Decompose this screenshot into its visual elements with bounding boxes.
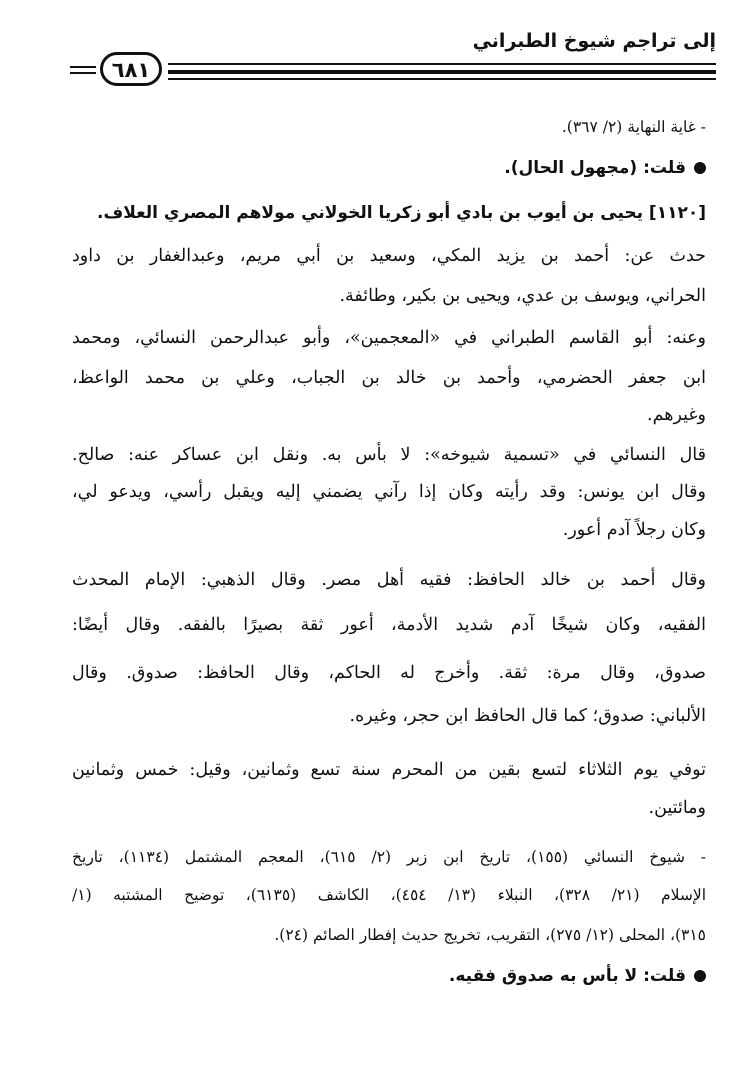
page-number-frame	[100, 52, 162, 86]
header-ornament	[70, 66, 96, 68]
header-ornament	[70, 72, 96, 74]
paragraph-line: الفقيه، وكان شيخًا آدم شديد الأدمة، أعور ثقة بصيرًا بالفقه. وقال أيضًا:	[72, 615, 706, 635]
paragraph-line: وقال ابن يونس: وقد رأيته وكان إذا رآني يضمني إليه ويقبل رأسي، ويدعو لي،	[72, 482, 706, 502]
paragraph-line: ابن جعفر الحضرمي، وأحمد بن خالد بن الجباب، وعلي بن محمد الواعظ،	[72, 368, 706, 388]
header-rule	[168, 63, 716, 65]
comment-line	[449, 966, 706, 986]
comment-line	[504, 158, 706, 178]
header-rule-thick	[168, 70, 716, 74]
paragraph-line: ومائتين.	[648, 798, 706, 818]
comment-text: قلت: (مجهول الحال).	[504, 158, 686, 178]
footnote-line: ٣١٥)، المحلى (١٢/ ٢٧٥)، التقريب، تخريج حديث إفطار الصائم (٢٤).	[274, 926, 706, 944]
footnote-line: - غاية النهاية (٢/ ٣٦٧).	[561, 118, 706, 136]
paragraph-line: توفي يوم الثلاثاء لتسع بقين من المحرم سنة تسع وثمانين، وقيل: خمس وثمانين	[72, 760, 706, 780]
footnote-line: الإسلام (٢١/ ٣٢٨)، النبلاء (١٣/ ٤٥٤)، الكاشف (٦١٣٥)، توضيح المشتبه (١/	[72, 886, 707, 904]
paragraph-line: قال النسائي في «تسمية شيوخه»: لا بأس به. ونقل ابن عساكر عنه: صالح.	[72, 445, 706, 465]
running-header-title: إلى تراجم شيوخ الطبراني	[472, 30, 716, 52]
entry-heading: [١١٢٠] يحيى بن أيوب بن بادي أبو زكريا الخولاني مولاهم المصري العلاف.	[97, 203, 706, 223]
header-rule	[168, 78, 716, 80]
page-number: ٦٨١	[111, 58, 151, 82]
paragraph-line: صدوق، وقال مرة: ثقة. وأخرج له الحاكم، وقال الحافظ: صدوق. وقال	[72, 663, 706, 683]
paragraph-line: حدث عن: أحمد بن يزيد المكي، وسعيد بن أبي مريم، وعبدالغفار بن داود	[72, 246, 706, 266]
paragraph-line: وغيرهم.	[647, 405, 706, 425]
paragraph-line: وكان رجلاً آدم أعور.	[562, 520, 706, 540]
paragraph-line: وعنه: أبو القاسم الطبراني في «المعجمين»، وأبو عبدالرحمن النسائي، ومحمد	[72, 328, 706, 348]
bullet-icon	[694, 970, 706, 982]
footnote-line: - شيوخ النسائي (١٥٥)، تاريخ ابن زبر (٢/ ٦١٥)، المعجم المشتمل (١١٣٤)، تاريخ	[72, 848, 706, 866]
bullet-icon	[694, 162, 706, 174]
paragraph-line: الحراني، ويوسف بن عدي، ويحيى بن بكير، وطائفة.	[339, 286, 706, 306]
paragraph-line: وقال أحمد بن خالد الحافظ: فقيه أهل مصر. وقال الذهبي: الإمام المحدث	[72, 570, 706, 590]
paragraph-line: الألباني: صدوق؛ كما قال الحافظ ابن حجر، وغيره.	[349, 706, 706, 726]
comment-text: قلت: لا بأس به صدوق فقيه.	[448, 966, 686, 986]
